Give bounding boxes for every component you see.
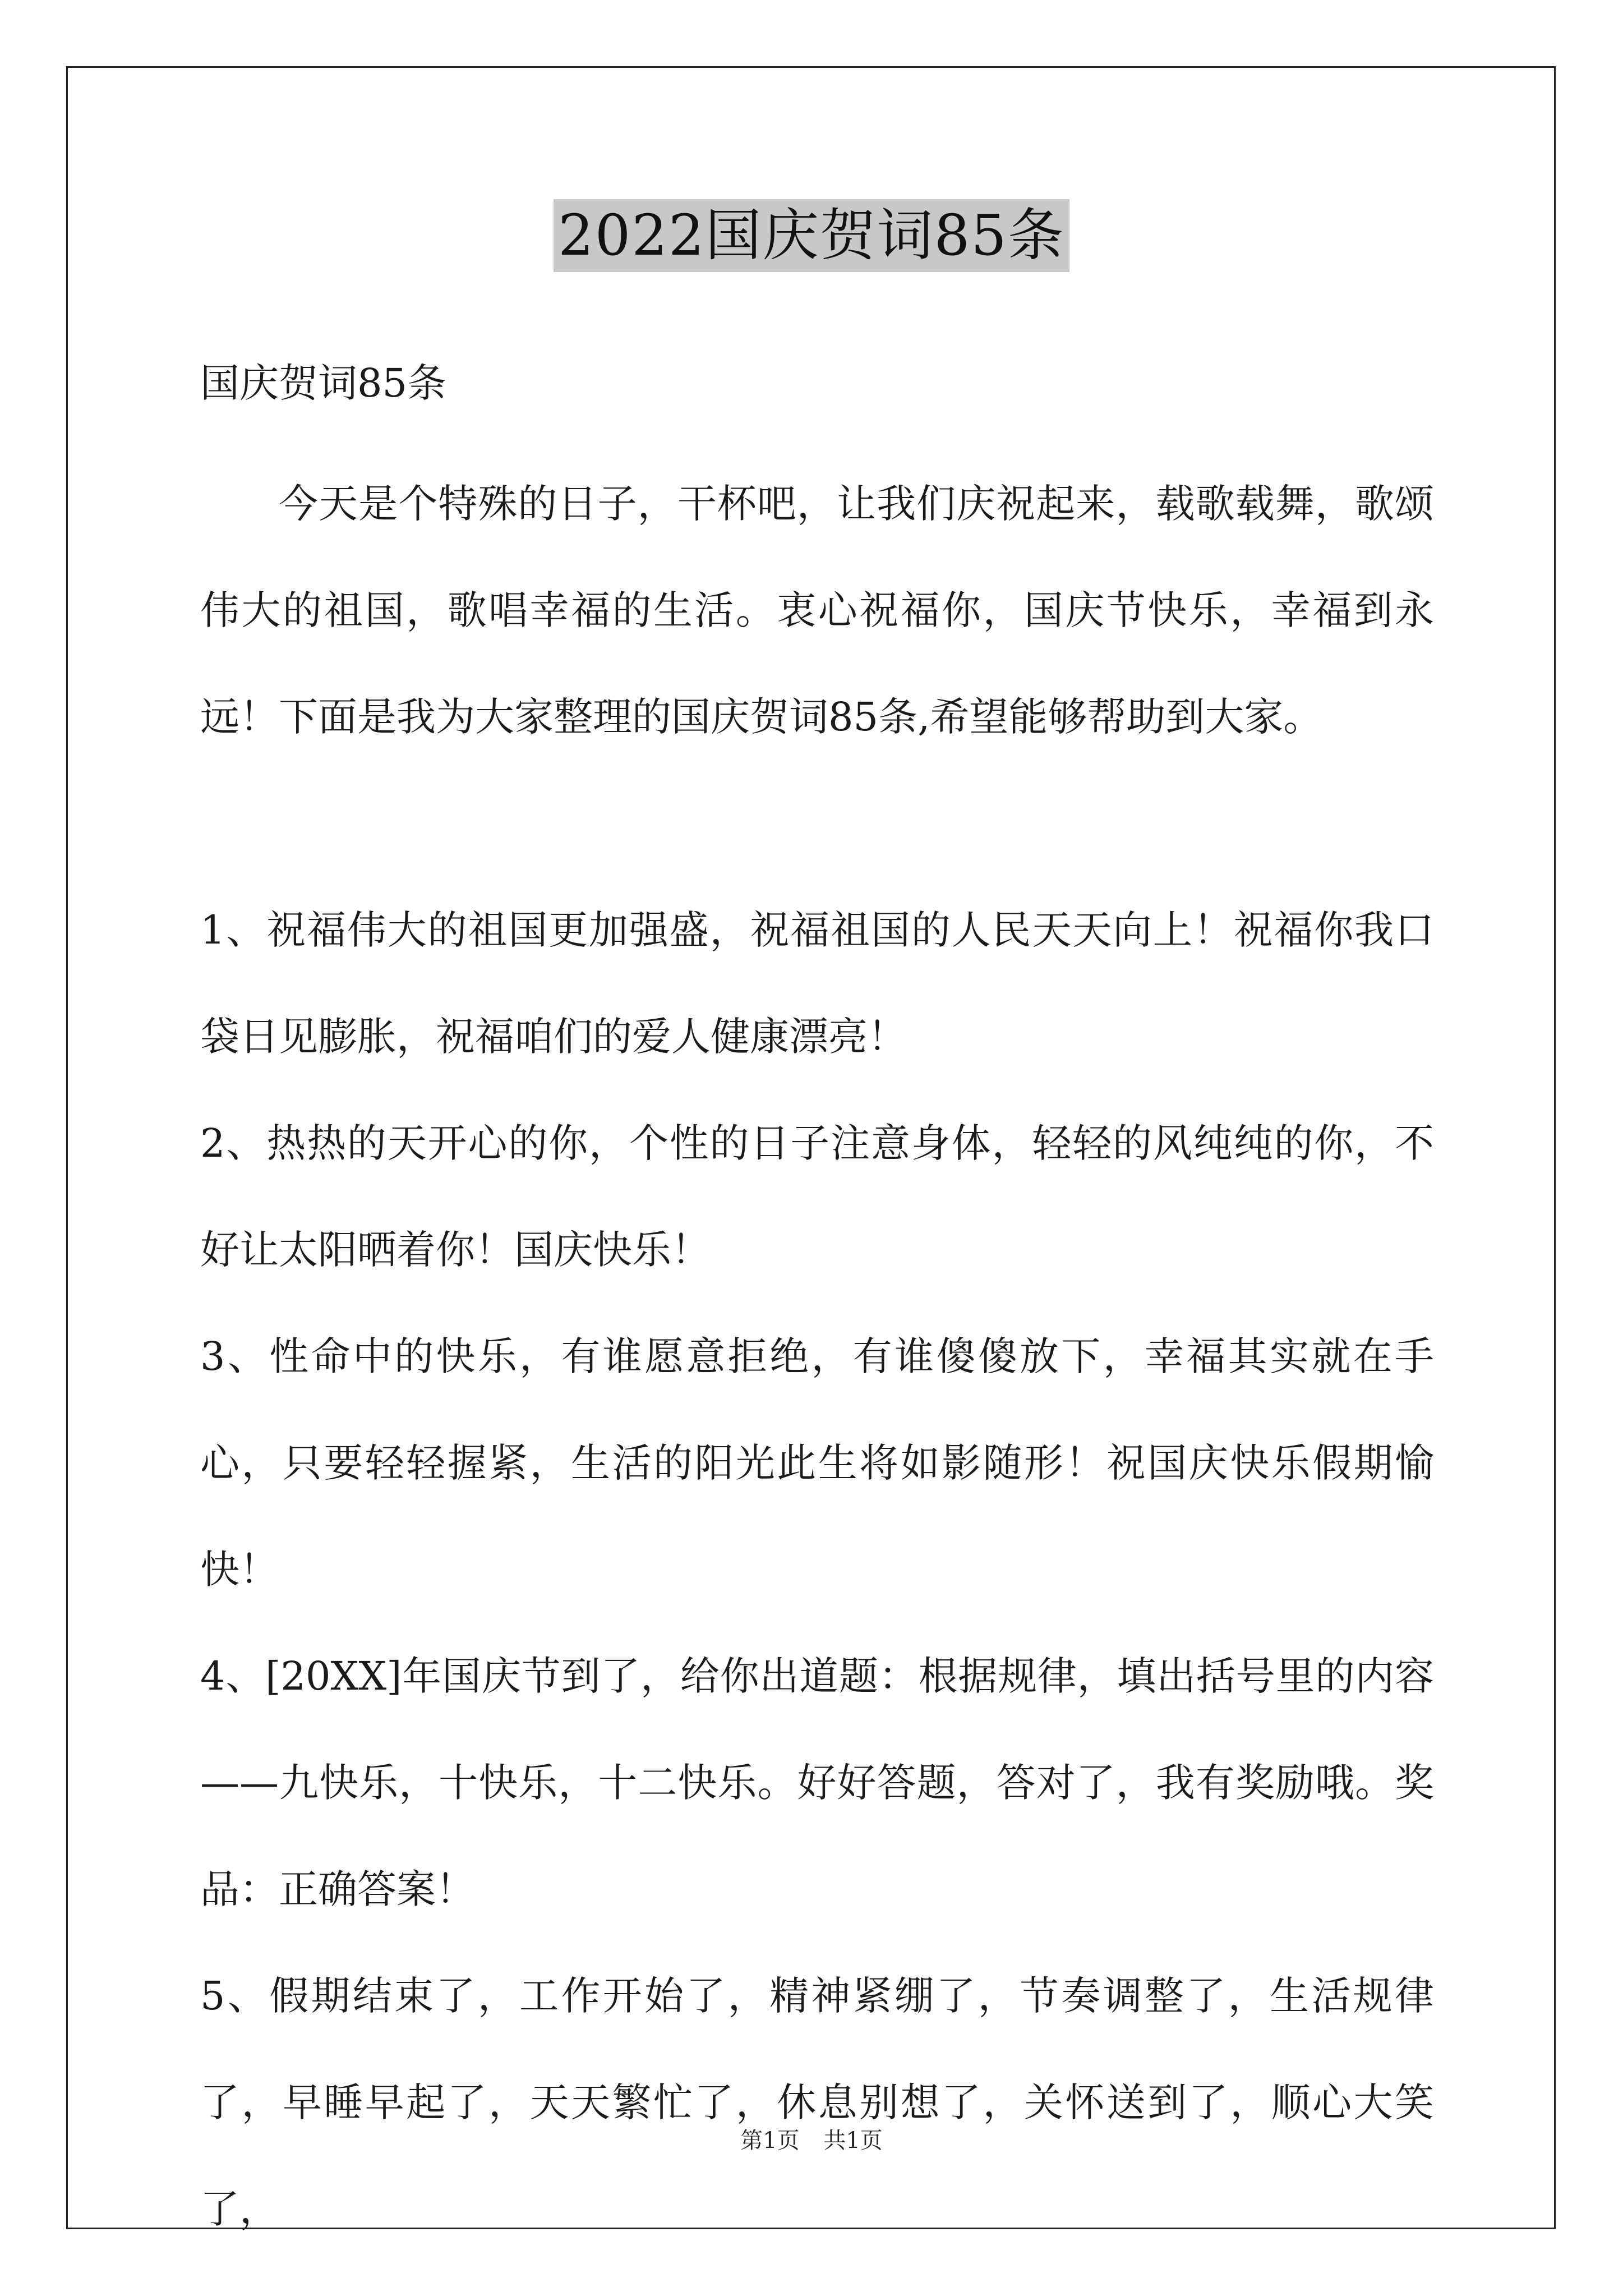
document-body: [200, 347, 1434, 2262]
blank-line: [200, 770, 1434, 877]
document-subtitle: 国庆贺词85条: [200, 360, 447, 406]
title-container: [0, 199, 1623, 272]
document-title: 2022国庆贺词85条: [554, 199, 1069, 272]
page-number-footer: 第1页 共1页: [740, 2128, 883, 2154]
list-item: 2、热热的天开心的你，个性的日子注意身体，轻轻的风纯纯的你，不好让太阳晒着你！国庆快乐！: [200, 1120, 1434, 1273]
list-item: 3、性命中的快乐，有谁愿意拒绝，有谁傻傻放下，幸福其实就在手心，只要轻轻握紧，生活的阳光此生将如影随形！祝国庆快乐假期愉快！: [200, 1333, 1434, 1593]
list-item: 1、祝福伟大的祖国更加强盛，祝福祖国的人民天天向上！祝福你我口袋日见膨胀，祝福咱们的爱人健康漂亮！: [200, 907, 1434, 1060]
list-item: 5、假期结束了，工作开始了，精神紧绷了，节奏调整了，生活规律了，早睡早起了，天天繁忙了，休息别想了，关怀送到了，顺心大笑了，: [200, 1973, 1434, 2232]
greetings-list: [200, 877, 1434, 2262]
list-item: 4、[20XX]年国庆节到了，给你出道题：根据规律，填出括号里的内容——九快乐，十快乐，十二快乐。好好答题，答对了，我有奖励哦。奖品：正确答案！: [200, 1653, 1434, 1912]
intro-paragraph: 今天是个特殊的日子，干杯吧，让我们庆祝起来，载歌载舞，歌颂伟大的祖国，歌唱幸福的生活。衷心祝福你，国庆节快乐，幸福到永远！下面是我为大家整理的国庆贺词85条,希望能够帮助到大家。: [200, 481, 1434, 740]
